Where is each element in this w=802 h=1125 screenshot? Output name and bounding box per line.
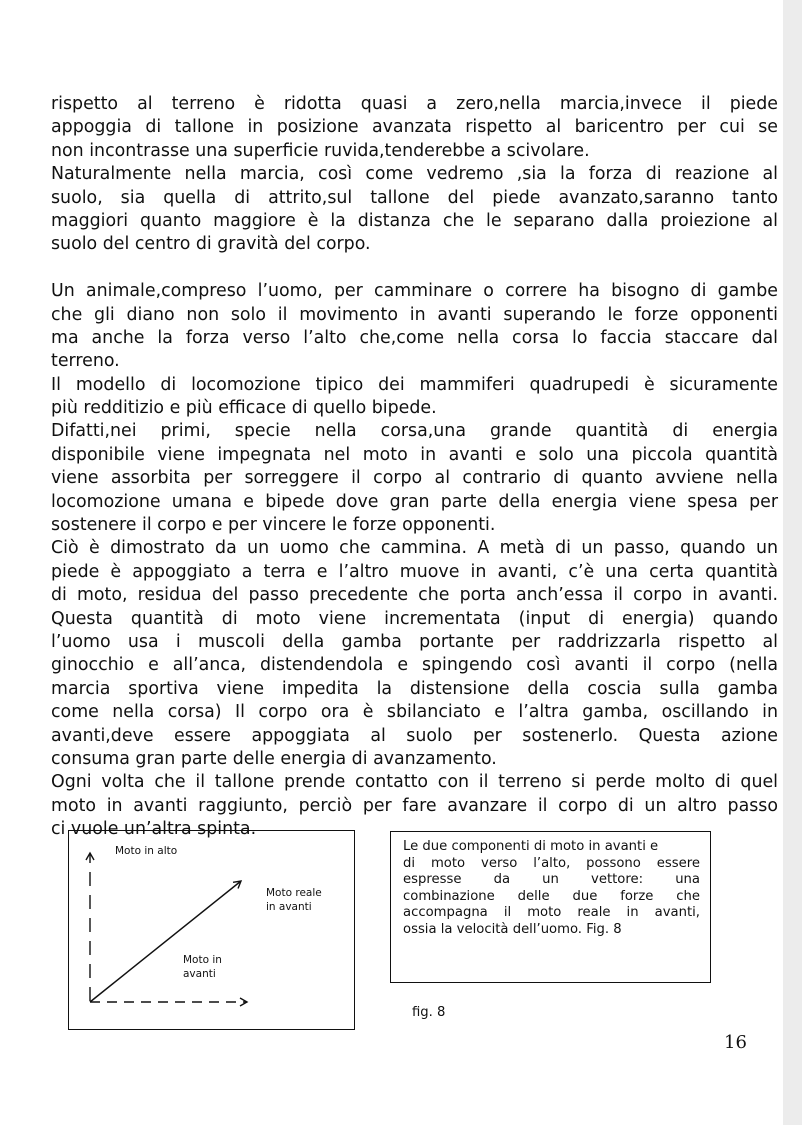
text-line: maggiori quanto maggiore è la distanza che le separano dalla proiezione al [51, 210, 778, 231]
text-line: locomozione umana e bipede dove gran parte della energia viene spesa per [51, 491, 778, 512]
text-line: non incontrasse una superficie ruvida,tenderebbe a scivolare. [51, 140, 590, 161]
forward-motion-label-line2: avanti [183, 968, 216, 980]
text-line: sostenere il corpo e per vincere le forze opponenti. [51, 515, 496, 536]
caption-line: accompagna il moto reale in avanti, [403, 905, 700, 921]
caption-line: di moto verso l’alto, possono essere [403, 855, 700, 871]
text-line: Questa quantità di moto viene incrementata (input di energia) quando [51, 608, 778, 629]
caption-line: espresse da un vettore: una [403, 872, 700, 888]
text-line: viene assorbita per sorreggere il corpo al contrario di quanto avviene nella [51, 468, 778, 489]
resultant-motion-label-line1: Moto reale [266, 887, 322, 899]
forward-motion-label-line1: Moto in [183, 954, 222, 966]
resultant-motion-label-line2: in avanti [266, 901, 312, 913]
text-line: marcia sportiva viene impedita la distensione della coscia sulla gamba [51, 678, 778, 699]
body-text [51, 93, 778, 842]
text-line: avanti,deve essere appoggiata al suolo per sostenerlo. Questa azione [51, 725, 778, 746]
resultant-vector-arrow [90, 881, 241, 1002]
caption-line: Le due componenti di moto in avanti e [403, 839, 659, 854]
text-line: più redditizio e più efficace di quello bipede. [51, 398, 437, 419]
text-line: di moto, residua del passo precedente che porta anch’essa il corpo in avanti. [51, 585, 778, 606]
text-line: rispetto al terreno è ridotta quasi a zero,nella marcia,invece il piede [51, 94, 778, 114]
vector-diagram [68, 830, 355, 1030]
text-line: Ogni volta che il tallone prende contatto con il terreno si perde molto di quel [51, 772, 778, 793]
caption-line: ossia la velocità dell’uomo. Fig. 8 [403, 921, 622, 937]
text-line: appoggia di tallone in posizione avanzata rispetto al baricentro per cui se [51, 117, 778, 138]
text-line: Difatti,nei primi, specie nella corsa,una grande quantità di energia [51, 421, 778, 442]
text-line: moto in avanti raggiunto, perciò per fare avanzare il corpo di un altro passo [51, 795, 778, 816]
text-line: ci vuole un’altra spinta. [51, 819, 257, 840]
text-line: ma anche la forza verso l’alto che,come nella corsa lo faccia staccare dal [51, 327, 778, 348]
text-line: come nella corsa) Il corpo ora è sbilanciato e l’altra gamba, oscillando in [51, 702, 778, 723]
text-line: suolo del centro di gravità del corpo. [51, 234, 371, 255]
text-line: che gli diano non solo il movimento in avanti superando le forze opponenti [51, 304, 778, 325]
text-line: suolo, sia quella di attrito,sul tallone del piede avanzato,saranno tanto [51, 187, 778, 208]
text-line: Naturalmente nella marcia, così come vedremo ,sia la forza di reazione al [51, 164, 778, 185]
text-line: Un animale,compreso l’uomo, per camminare o correre ha bisogno di gambe [51, 281, 778, 302]
text-line: ginocchio e all’anca, distendendola e spingendo così avanti il corpo (nella [51, 655, 778, 676]
text-line: terreno. [51, 351, 120, 372]
text-line: Ciò è dimostrato da un uomo che cammina. A metà di un passo, quando un [51, 538, 778, 559]
figure-description-box [390, 831, 711, 983]
text-line: l’uomo usa i muscoli della gamba portante per raddrizzarla rispetto al [51, 631, 778, 652]
text-line: piede è appoggiato a terra e l’altro muove in avanti, c’è una certa quantità [51, 561, 778, 582]
text-line: disponibile viene impegnata nel moto in avanti e solo una piccola quantità [51, 444, 778, 465]
page-edge-shade [783, 0, 802, 1125]
text-line: Il modello di locomozione tipico dei mammiferi quadrupedi è sicuramente [51, 374, 778, 395]
text-line: consuma gran parte delle energia di avanzamento. [51, 748, 497, 769]
upward-motion-label: Moto in alto [115, 845, 178, 857]
page-number: 16 [724, 1032, 747, 1053]
figure-caption: fig. 8 [412, 1005, 446, 1020]
caption-line: combinazione delle due forze che [403, 888, 700, 904]
vector-diagram-svg [69, 831, 356, 1031]
